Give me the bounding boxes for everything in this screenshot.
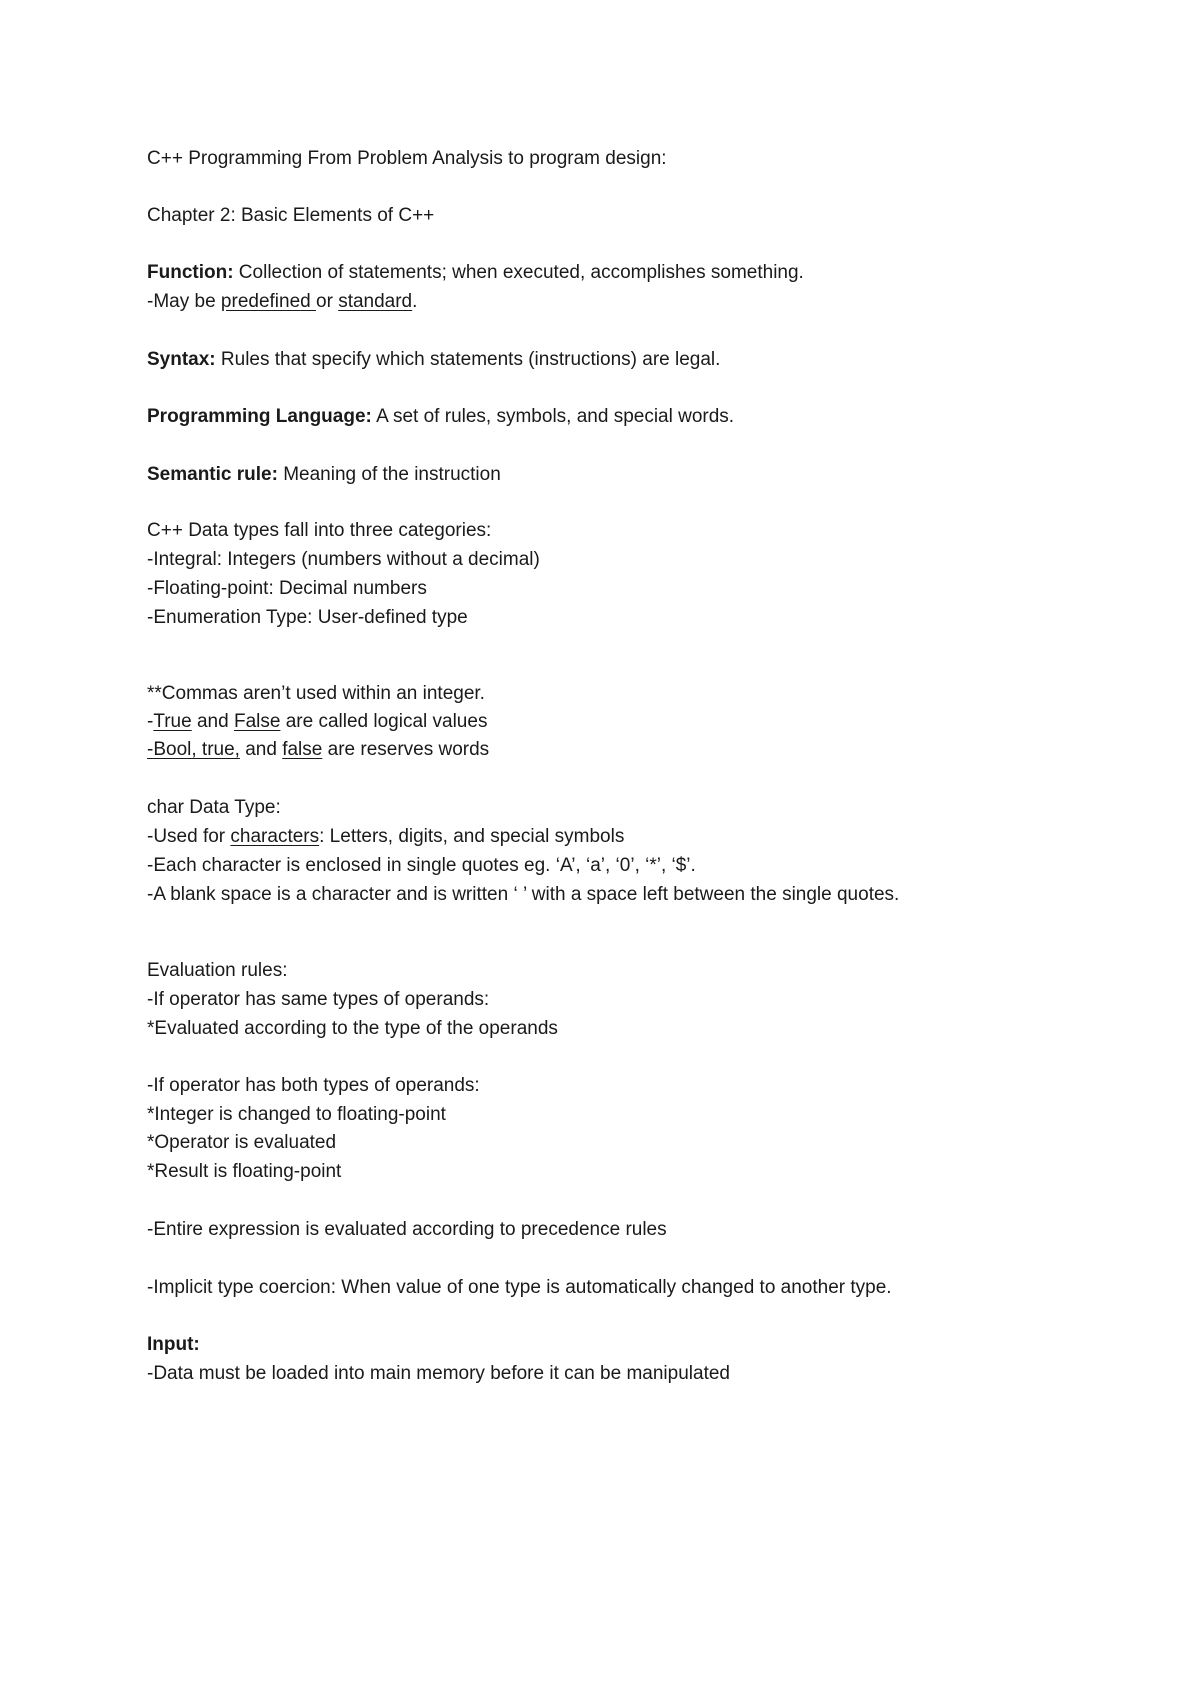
- function-note-end: .: [412, 291, 418, 312]
- function-definition: [147, 262, 804, 284]
- precedence-note: -Entire expression is evaluated according to precedence rules: [147, 1219, 667, 1240]
- syntax-text: Rules that specify which statements (instructions) are legal.: [215, 349, 721, 370]
- char-type-heading: char Data Type:: [147, 797, 281, 818]
- semantic-rule-term: Semantic rule:: [147, 464, 278, 485]
- programming-language-definition: [147, 406, 734, 428]
- reserved-end: are reserves words: [322, 739, 490, 760]
- coercion-note: -Implicit type coercion: When value of one type is automatically changed to another type.: [147, 1277, 892, 1298]
- false-reserved-word: false: [282, 739, 323, 760]
- data-type-item: -Integral: Integers (numbers without a decimal): [147, 549, 540, 570]
- syntax-definition: [147, 349, 720, 371]
- standard-word: standard: [338, 291, 413, 312]
- char-used-for: [147, 826, 624, 848]
- function-term: Function:: [147, 262, 234, 283]
- true-word: True: [153, 711, 192, 732]
- char-used-prefix: -Used for: [147, 826, 231, 847]
- data-types-heading: C++ Data types fall into three categories:: [147, 520, 492, 541]
- reserved-words-note: [147, 739, 489, 761]
- characters-word: characters: [230, 826, 320, 847]
- input-heading: Input:: [147, 1334, 200, 1355]
- programming-language-term: Programming Language:: [147, 406, 372, 427]
- reserved-and: and: [239, 739, 283, 760]
- evaluation-step: *Operator is evaluated: [147, 1132, 337, 1153]
- data-type-item: -Enumeration Type: User-defined type: [147, 607, 468, 628]
- logical-end: are called logical values: [280, 711, 488, 732]
- input-note: -Data must be loaded into main memory before it can be manipulated: [147, 1363, 730, 1384]
- bool-true-words: -Bool, true,: [147, 739, 240, 760]
- false-word: False: [233, 711, 281, 732]
- syntax-term: Syntax:: [147, 349, 216, 370]
- logical-and: and: [191, 711, 234, 732]
- evaluation-same-types: -If operator has same types of operands:: [147, 989, 490, 1010]
- function-text: Collection of statements; when executed, accomplishes something.: [233, 262, 804, 283]
- semantic-rule-text: Meaning of the instruction: [277, 464, 501, 485]
- function-note-prefix: -May be: [147, 291, 221, 312]
- document-title: C++ Programming From Problem Analysis to program design:: [147, 148, 667, 169]
- function-note-or: or: [316, 291, 339, 312]
- data-type-item: -Floating-point: Decimal numbers: [147, 578, 427, 599]
- evaluation-both-types: -If operator has both types of operands:: [147, 1075, 480, 1096]
- evaluation-step: *Result is floating-point: [147, 1161, 342, 1182]
- function-note: [147, 291, 417, 313]
- char-enclosed-note: -Each character is enclosed in single quotes eg. ‘A’, ‘a’, ‘0’, ‘*’, ‘$’.: [147, 855, 696, 876]
- evaluation-heading: Evaluation rules:: [147, 960, 288, 981]
- evaluation-same-types-result: *Evaluated according to the type of the operands: [147, 1018, 558, 1039]
- evaluation-step: *Integer is changed to floating-point: [147, 1104, 446, 1125]
- char-used-end: : Letters, digits, and special symbols: [319, 826, 625, 847]
- logical-values-note: [147, 711, 487, 733]
- char-blank-note: -A blank space is a character and is written ‘ ’ with a space left between the single quotes.: [147, 884, 900, 905]
- commas-note: **Commas aren’t used within an integer.: [147, 683, 485, 704]
- chapter-heading: Chapter 2: Basic Elements of C++: [147, 205, 435, 226]
- programming-language-text: A set of rules, symbols, and special words.: [371, 406, 735, 427]
- semantic-rule-definition: [147, 464, 501, 486]
- predefined-word: predefined: [220, 291, 316, 312]
- logical-dash: -: [147, 711, 154, 732]
